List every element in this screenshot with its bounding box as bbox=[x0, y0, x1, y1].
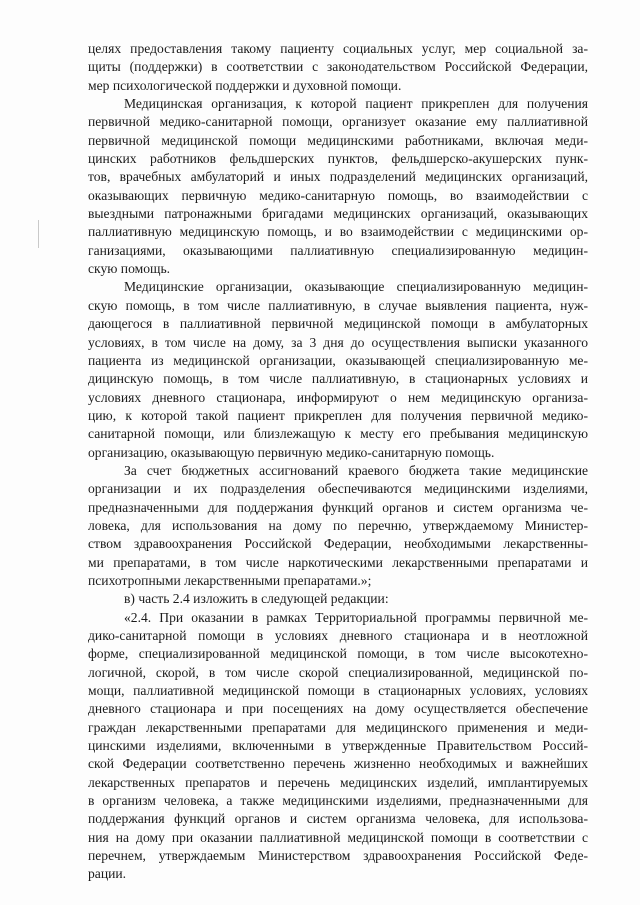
text-line: перечнем, утверждаемым Министерством здравоохранения Российской Феде- bbox=[88, 848, 588, 864]
text-line: ния на дому при оказании паллиативной медицинской помощи в соответствии с bbox=[88, 829, 588, 845]
text-line: в организм человека, а также медицинскими изделиями, предназначенными для bbox=[88, 793, 588, 809]
text-line: дико-санитарной помощи в условиях дневного стационара и в неотложной bbox=[88, 628, 588, 643]
text-line: организации и их подразделения обеспечиваются медицинскими изделиями, bbox=[88, 481, 588, 497]
text-line: цию, к которой такой пациент прикреплен для получения первичной медико- bbox=[88, 407, 588, 423]
text-line: организацию, оказывающую первичную медико-санитарную помощь. bbox=[88, 444, 495, 460]
text-line: первичной медико-санитарной помощи, организует оказание ему паллиативной bbox=[88, 114, 588, 130]
text-line: дающегося в паллиативной первичной медицинской помощи в амбулаторных bbox=[88, 316, 588, 332]
text-line: скую помощь. bbox=[88, 261, 171, 277]
text-line: выездными патронажными бригадами медицинских организаций, оказывающих bbox=[88, 206, 588, 222]
text-line: рации. bbox=[88, 866, 127, 882]
paragraph-start-line: «2.4. При оказании в рамках Территориальной программы первичной ме- bbox=[124, 609, 588, 625]
paragraph-start-line: в) часть 2.4 изложить в следующей редакции: bbox=[124, 591, 389, 607]
text-line: цинскими изделиями, включенными в утвержденные Правительством Россий- bbox=[88, 738, 588, 754]
text-line: психотропными лекарственными препаратами.»; bbox=[88, 572, 372, 588]
text-line: щиты (поддержки) в соответствии с законодательством Российской Федерации, bbox=[88, 59, 588, 75]
text-line: скую помощь, в том числе паллиативную, в случае выявления пациента, нуж- bbox=[88, 297, 588, 313]
scan-artifact bbox=[38, 220, 39, 248]
text-line: дневного стационара и при посещениях на дому осуществляется обеспечение bbox=[88, 701, 588, 717]
text-line: форме, специализированной медицинской помощи, в том числе высокотехно- bbox=[88, 646, 588, 662]
paragraph-start-line: За счет бюджетных ассигнований краевого бюджета такие медицинские bbox=[124, 462, 588, 478]
text-line: паллиативную медицинскую помощь, и во взаимодействии с медицинскими ор- bbox=[88, 224, 588, 240]
text-line: логичной, скорой, в том числе скорой специализированной, медицинской по- bbox=[88, 664, 588, 680]
text-line: мер психологической поддержки и духовной помощи. bbox=[88, 77, 402, 93]
paragraph-start-line: Медицинские организации, оказывающие специализированную медицин- bbox=[124, 279, 588, 295]
paragraph-start-line: Медицинская организация, к которой пациент прикреплен для получения bbox=[124, 96, 588, 112]
text-line: ми препаратами, в том числе наркотическими лекарственными препаратами и bbox=[88, 554, 588, 570]
text-line: ством здравоохранения Российской Федерации, необходимыми лекарственны- bbox=[88, 536, 588, 552]
text-line: пациента из медицинской организации, оказывающей специализированную ме- bbox=[88, 352, 588, 368]
text-line: дицинскую помощь, в том числе паллиативную, в стационарных условиях и bbox=[88, 371, 588, 387]
text-line: ганизациями, оказывающими паллиативную специализированную медицин- bbox=[88, 242, 588, 258]
text-line: цинских работников фельдшерских пунктов, фельдшерско-акушерских пунк- bbox=[88, 151, 588, 167]
text-line: санитарной помощи, или близлежащую к месту его пребывания медицинскую bbox=[88, 426, 588, 442]
text-line: ской Федерации соответственно перечень жизненно необходимых и важнейших bbox=[88, 756, 588, 772]
text-line: целях предоставления такому пациенту социальных услуг, мер социальной за- bbox=[88, 41, 588, 56]
text-line: лекарственных препаратов и перечень медицинских изделий, имплантируемых bbox=[88, 774, 588, 790]
text-line: первичной медицинской помощи медицинскими работниками, включая меди- bbox=[88, 132, 588, 148]
text-line: условиях, в том числе на дому, за 3 дня до осуществления выписки указанного bbox=[88, 334, 588, 350]
text-line: мощи, паллиативной медицинской помощи в стационарных условиях, условиях bbox=[88, 683, 588, 699]
text-line: граждан лекарственными препаратами для медицинского применения и меди- bbox=[88, 719, 588, 735]
text-line: оказывающих первичную медико-санитарную помощь, во взаимодействии с bbox=[88, 187, 588, 203]
text-line: тов, врачебных амбулаторий и иных подразделений медицинских организаций, bbox=[88, 169, 588, 185]
text-line: ловека, для использования на дому по перечню, утверждаемому Министер- bbox=[88, 517, 588, 533]
text-line: предназначенными для поддержания функций органов и систем организма че- bbox=[88, 499, 588, 515]
text-line: условиях дневного стационара, информируют о нем медицинскую организа- bbox=[88, 389, 588, 405]
document-body bbox=[88, 40, 588, 884]
text-line: поддержания функций органов и систем организма человека, для использова- bbox=[88, 811, 588, 827]
